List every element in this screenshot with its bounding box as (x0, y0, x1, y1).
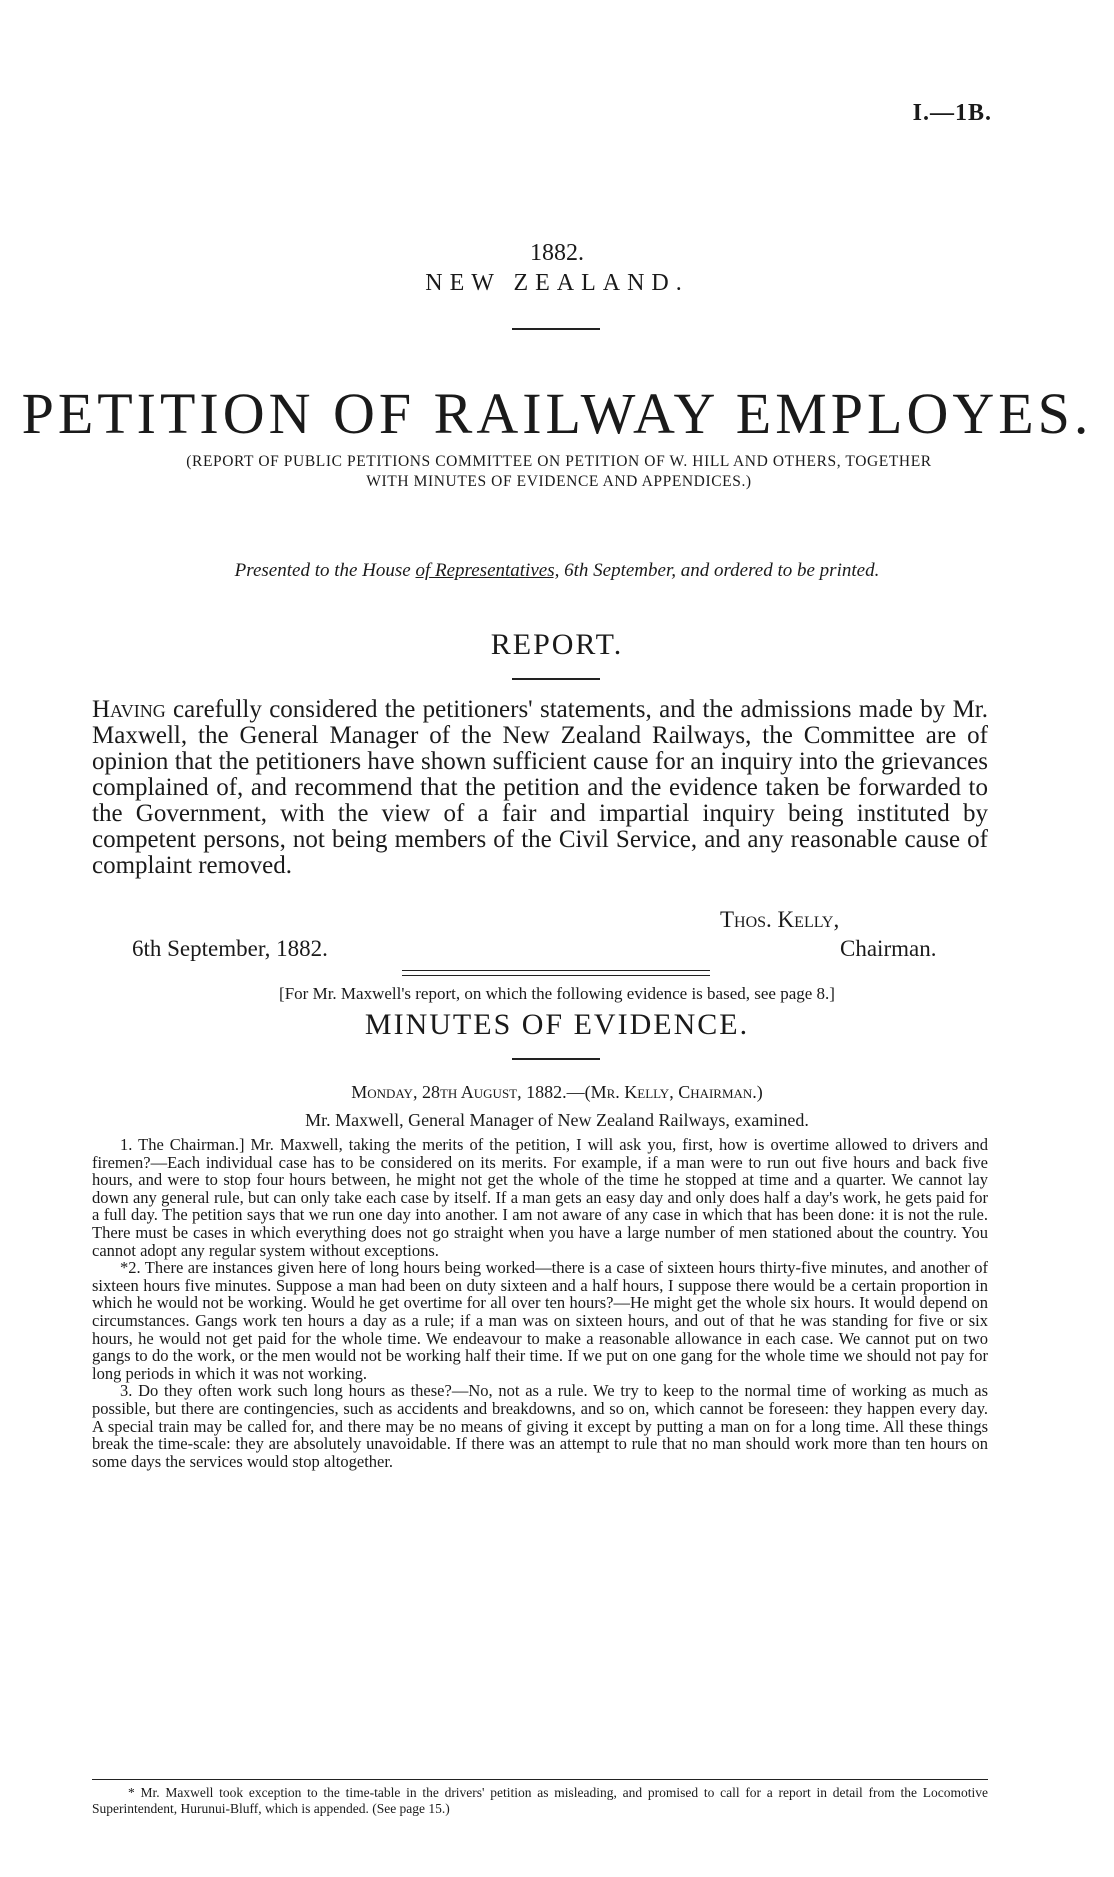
page-reference: I.—1B. (912, 100, 992, 126)
subtitle-line-1: (REPORT OF PUBLIC PETITIONS COMMITTEE ON PETITION OF W. HILL AND OTHERS, TOGETHER (186, 453, 932, 470)
sitting-heading: Monday, 28th August, 1882.—(Mr. Kelly, Chairman.) (351, 1082, 763, 1102)
evidence-paragraph-2: *2. There are instances given here of long hours being worked—there is a case of sixteen hours thirty-five minutes, and another of sixteen hours five minutes. Suppose a man had been on duty sixteen and a half hours, I suppose there would be a certain proportion in which he would not be working. Would he get overtime for all over ten hours?—He might get the whole six hours. It would depend on circumstances. Gangs work ten hours a day as a rule; if a man was on sixteen hours, and out of that he was standing for five or six hours, he would not get paid for the whole time. We endeavour to make a reasonable allowance in each case. We cannot put on two gangs to do the work, or the men would not be working half their time. If we put on one gang for the whole time we should not pay for long periods in which it was not working. (92, 1258, 988, 1383)
report-date: 6th September, 1882. (132, 936, 328, 961)
evidence-paragraph-3: 3. Do they often work such long hours as these?—No, not as a rule. We try to keep to the normal time of working as much as possible, but there are contingencies, such as accidents and breakdowns, and so on, which cannot be foreseen: they happen every day. A special train may be called for, and there may be no means of giving it except by putting a man on for a long time. All these things break the time-scale: they are absolutely unavoidable. If there was an attempt to rule that no man should work more than ten hours on some days the services would stop altogether. (92, 1381, 988, 1471)
report-rule (512, 678, 600, 680)
minutes-rule (512, 1058, 600, 1060)
footnote-text: * Mr. Maxwell took exception to the time-table in the drivers' petition as misleading, and promised to call for a report in detail from the Locomotive Superintendent, Hurunui-Bluff, which is appended. (See page 15.) (92, 1785, 988, 1816)
evidence-paragraph-1: 1. The Chairman.] Mr. Maxwell, taking the merits of the petition, I will ask you, first, how is overtime allowed to drivers and firemen?—Each individual case has to be considered on its merits. For example, if a man were to run out five hours and back five hours, and were to stop four hours between, he might not get the whole of the time he stopped at time and a quarter. We cannot lay down any general rule, but can only take each case by itself. If a man gets an easy day and only does half a day's work, he gets paid for a full day. The petition says that we run one day into another. I am not aware of any case in which that has been done: it is not the rule. There must be cases in which everything does not go straight when you have a large number of men stationed about the country. You cannot adopt any regular system without exceptions. (92, 1135, 988, 1260)
header-rule (512, 328, 600, 330)
presented-part-2: of Representatives, (415, 560, 560, 581)
report-heading: REPORT. (490, 628, 624, 661)
document-year: 1882. (530, 240, 584, 266)
evidence-note: [For Mr. Maxwell's report, on which the following evidence is based, see page 8.] (279, 984, 835, 1003)
document-subtitle (80, 452, 1038, 492)
presented-line (0, 560, 1114, 582)
section-divider-top (402, 970, 710, 971)
minutes-heading: MINUTES OF EVIDENCE. (364, 1008, 750, 1041)
report-text: carefully considered the petitioners' statements, and the admissions made by Mr. Maxwell, the General Manager of the New Zealand Railways, the Committee are of opinion that the petitioners have shown sufficient cause for an inquiry into the grievances complained of, and recommend that the petition and the evidence taken be forwarded to the Government, with the view of a fair and impartial inquiry being instituted by competent persons, not being members of the Civil Service, and any reasonable cause of complaint removed. (92, 696, 988, 879)
witness-line: Mr. Maxwell, General Manager of New Zealand Railways, examined. (305, 1110, 809, 1130)
report-signer: Thos. Kelly, (720, 907, 840, 932)
document-country: NEW ZEALAND. (425, 270, 689, 296)
presented-part-1: Presented to the House (234, 560, 416, 581)
document-title: PETITION OF RAILWAY EMPLOYES. (21, 381, 1093, 446)
evidence-text (92, 1136, 988, 1470)
report-signer-title: Chairman. (840, 936, 937, 961)
subtitle-line-2: WITH MINUTES OF EVIDENCE AND APPENDICES.) (366, 473, 752, 490)
report-first-word: Having (92, 696, 166, 723)
footnote-rule (92, 1779, 988, 1780)
footnote (92, 1785, 988, 1817)
presented-part-3: 6th September, and ordered to be printed. (559, 560, 880, 581)
section-divider-bottom (402, 975, 710, 976)
report-body (92, 697, 988, 879)
